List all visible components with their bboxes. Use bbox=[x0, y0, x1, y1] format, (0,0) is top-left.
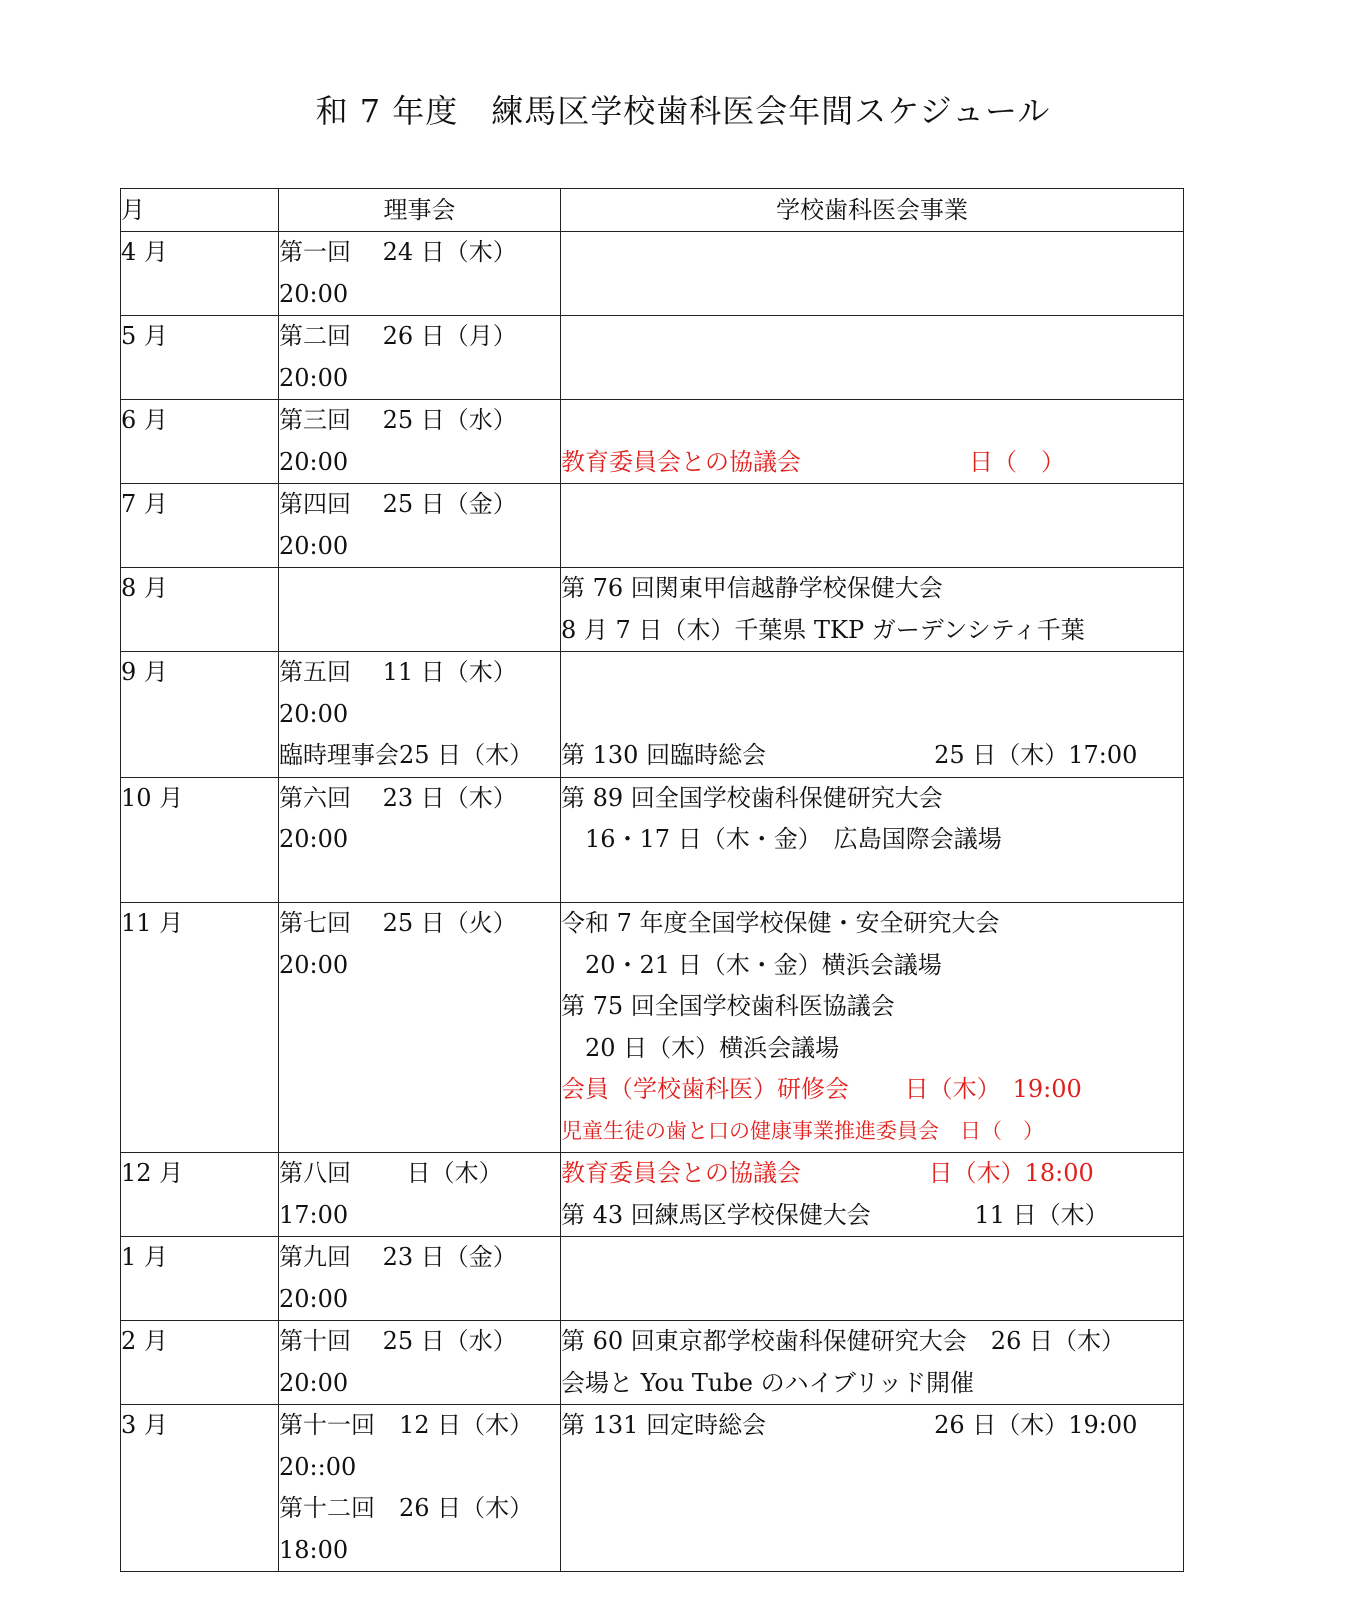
event-line: 会員（学校歯科医）研修会 日（木） 19:00 bbox=[561, 1075, 1082, 1103]
board-meeting-line: 第十二回 26 日（木） bbox=[279, 1494, 534, 1522]
month-label: 9 月 bbox=[121, 658, 168, 686]
board-meeting-cell bbox=[279, 232, 561, 316]
month-label: 8 月 bbox=[121, 574, 168, 602]
month-cell bbox=[121, 232, 279, 316]
board-meeting-line: 20::00 bbox=[279, 1452, 357, 1481]
board-meeting-line: 20:00 bbox=[279, 699, 349, 728]
events-cell bbox=[561, 400, 1184, 484]
table-row bbox=[121, 568, 1184, 652]
events-cell bbox=[561, 777, 1184, 903]
event-line bbox=[561, 694, 1183, 736]
board-meeting-line: 20:00 bbox=[279, 363, 349, 392]
event-line: 第 60 回東京都学校歯科保健研究大会 26 日（木） bbox=[561, 1327, 1125, 1355]
events-cell bbox=[561, 1321, 1184, 1405]
month-cell bbox=[121, 903, 279, 1153]
month-label: 2 月 bbox=[121, 1327, 168, 1355]
table-row bbox=[121, 777, 1184, 903]
event-line bbox=[561, 652, 1183, 694]
month-cell bbox=[121, 1153, 279, 1237]
event-line: 8 月 7 日（木）千葉県 TKP ガーデンシティ千葉 bbox=[561, 615, 1085, 644]
month-cell bbox=[121, 777, 279, 903]
table-row bbox=[121, 484, 1184, 568]
table-row bbox=[121, 1237, 1184, 1321]
board-meeting-line: 第二回 26 日（月） bbox=[279, 322, 517, 350]
month-label: 4 月 bbox=[121, 238, 168, 266]
event-line: 第 131 回定時総会 26 日（木）19:00 bbox=[561, 1411, 1138, 1439]
table-row bbox=[121, 400, 1184, 484]
board-meeting-line: 第三回 25 日（水） bbox=[279, 406, 517, 434]
board-meeting-line: 第四回 25 日（金） bbox=[279, 490, 517, 518]
board-meeting-cell bbox=[279, 1237, 561, 1321]
month-label: 6 月 bbox=[121, 406, 168, 434]
board-meeting-cell bbox=[279, 903, 561, 1153]
board-meeting-cell bbox=[279, 400, 561, 484]
event-line: 16・17 日（木・金） 広島国際会議場 bbox=[561, 825, 1002, 853]
event-line bbox=[561, 861, 1183, 903]
event-line: 教育委員会との協議会 日（木）18:00 bbox=[561, 1159, 1094, 1187]
board-meeting-cell bbox=[279, 316, 561, 400]
month-label: 5 月 bbox=[121, 322, 168, 350]
event-line: 会場と You Tube のハイブリッド開催 bbox=[561, 1368, 974, 1397]
board-meeting-cell bbox=[279, 1405, 561, 1572]
board-meeting-line bbox=[279, 861, 560, 903]
month-label: 12 月 bbox=[121, 1159, 184, 1187]
board-meeting-cell bbox=[279, 1321, 561, 1405]
board-meeting-cell bbox=[279, 652, 561, 778]
board-meeting-line: 第七回 25 日（火） bbox=[279, 909, 517, 937]
page-title: 和 7 年度 練馬区学校歯科医会年間スケジュール bbox=[315, 92, 1051, 130]
board-meeting-line: 第十回 25 日（水） bbox=[279, 1327, 517, 1355]
table-row bbox=[121, 316, 1184, 400]
board-meeting-line: 臨時理事会25 日（木） bbox=[279, 741, 534, 769]
table-row bbox=[121, 1405, 1184, 1572]
month-cell bbox=[121, 652, 279, 778]
board-meeting-line: 第五回 11 日（木） bbox=[279, 658, 517, 686]
board-meeting-line: 20:00 bbox=[279, 950, 349, 979]
event-line: 令和 7 年度全国学校保健・安全研究大会 bbox=[561, 909, 1000, 937]
table-row bbox=[121, 232, 1184, 316]
header-month: 月 bbox=[121, 189, 279, 232]
events-cell bbox=[561, 484, 1184, 568]
events-cell bbox=[561, 232, 1184, 316]
board-meeting-line: 20:00 bbox=[279, 447, 349, 476]
event-line bbox=[561, 400, 1183, 442]
month-label: 11 月 bbox=[121, 909, 184, 937]
month-cell bbox=[121, 316, 279, 400]
event-line: 第 43 回練馬区学校保健大会 11 日（木） bbox=[561, 1200, 1109, 1229]
month-cell bbox=[121, 1405, 279, 1572]
event-line: 第 89 回全国学校歯科保健研究大会 bbox=[561, 783, 943, 812]
schedule-table bbox=[120, 188, 1184, 1572]
month-label: 10 月 bbox=[121, 783, 184, 812]
month-cell bbox=[121, 1321, 279, 1405]
table-row bbox=[121, 652, 1184, 778]
board-meeting-cell bbox=[279, 1153, 561, 1237]
board-meeting-line: 第十一回 12 日（木） bbox=[279, 1411, 534, 1439]
table-row bbox=[121, 1321, 1184, 1405]
events-cell bbox=[561, 1237, 1184, 1321]
event-line: 第 130 回臨時総会 25 日（木）17:00 bbox=[561, 741, 1138, 769]
event-line: 児童生徒の歯と口の健康事業推進委員会 日（ ） bbox=[561, 1118, 1044, 1143]
month-cell bbox=[121, 1237, 279, 1321]
event-line: 第 75 回全国学校歯科医協議会 bbox=[561, 992, 895, 1020]
board-meeting-line: 第一回 24 日（木） bbox=[279, 238, 517, 266]
table-row bbox=[121, 903, 1184, 1153]
event-line: 20・21 日（木・金）横浜会議場 bbox=[561, 950, 942, 979]
event-line: 第 76 回関東甲信越静学校保健大会 bbox=[561, 574, 943, 602]
event-line: 20 日（木）横浜会議場 bbox=[561, 1033, 840, 1062]
board-meeting-line: 第九回 23 日（金） bbox=[279, 1243, 517, 1271]
board-meeting-cell bbox=[279, 777, 561, 903]
board-meeting-line: 20:00 bbox=[279, 531, 349, 560]
board-meeting-cell bbox=[279, 484, 561, 568]
month-cell bbox=[121, 484, 279, 568]
header-events: 学校歯科医会事業 bbox=[561, 189, 1184, 232]
month-cell bbox=[121, 568, 279, 652]
month-label: 7 月 bbox=[121, 490, 168, 518]
event-line: 教育委員会との協議会 日（ ） bbox=[561, 447, 1065, 476]
board-meeting-line: 20:00 bbox=[279, 279, 349, 308]
board-meeting-line: 第六回 23 日（木） bbox=[279, 783, 517, 812]
board-meeting-line: 第八回 日（木） bbox=[279, 1159, 503, 1187]
board-meeting-line: 17:00 bbox=[279, 1200, 349, 1229]
events-cell bbox=[561, 1153, 1184, 1237]
board-meeting-line: 20:00 bbox=[279, 1284, 349, 1313]
board-meeting-line: 20:00 bbox=[279, 825, 349, 853]
board-meeting-line: 18:00 bbox=[279, 1535, 349, 1564]
events-cell bbox=[561, 1405, 1184, 1572]
month-label: 1 月 bbox=[121, 1243, 168, 1271]
table-row bbox=[121, 1153, 1184, 1237]
header-board: 理事会 bbox=[279, 189, 561, 232]
header-row bbox=[121, 189, 1184, 232]
events-cell bbox=[561, 316, 1184, 400]
events-cell bbox=[561, 568, 1184, 652]
events-cell bbox=[561, 652, 1184, 778]
board-meeting-cell bbox=[279, 568, 561, 652]
month-label: 3 月 bbox=[121, 1411, 168, 1439]
events-cell bbox=[561, 903, 1184, 1153]
month-cell bbox=[121, 400, 279, 484]
board-meeting-line: 20:00 bbox=[279, 1368, 349, 1397]
